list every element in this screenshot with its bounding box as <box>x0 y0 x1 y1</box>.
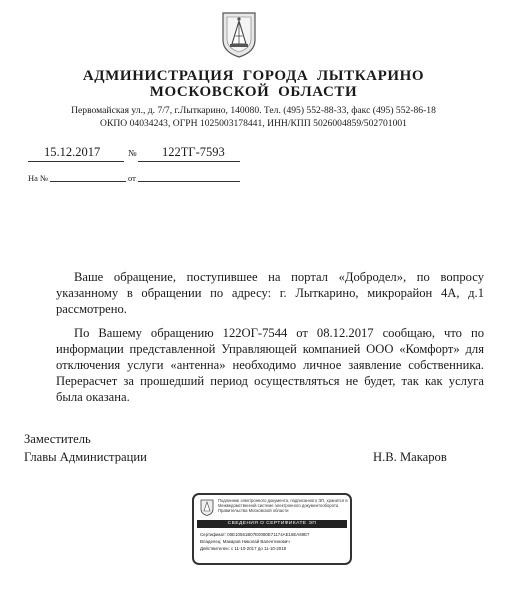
number-label: № <box>128 148 137 158</box>
date-underline <box>28 161 124 162</box>
organization-requisites: ОКПО 04034243, ОГРН 1025003178441, ИНН/КПП 5026004859/502701001 <box>100 118 407 129</box>
organization-address: Первомайская ул., д. 7/7, г.Лыткарино, 140080. Тел. (495) 552-88-33, факс (495) 552-86-18 <box>71 105 436 116</box>
e-signature-stamp <box>192 493 352 565</box>
incoming-number-label: На № <box>28 173 49 183</box>
lytkarino-coat-of-arms-icon <box>222 12 256 58</box>
signatory-position-2: Главы Администрации <box>24 450 147 464</box>
outgoing-number: 122ТГ-7593 <box>162 145 225 159</box>
incoming-date-line <box>138 181 240 182</box>
organization-title: АДМИНИСТРАЦИЯ ГОРОДА ЛЫТКАРИНО <box>82 68 425 84</box>
certificate-header: СВЕДЕНИЯ О СЕРТИФИКАТЕ ЭП <box>197 520 347 528</box>
body-paragraph-2: По Вашему обращению 122ОГ-7544 от 08.12.2017 сообщаю, что по информации представленной Управляющей компанией ООО «Комфорт» для отключения услуги «антенна» необходимо личное заявление собственника. Перерасчет за прошедший период осуществляться не будет, так как услуга была оказана. <box>56 326 484 404</box>
moscow-region-emblem-icon <box>200 499 214 516</box>
incoming-number-line <box>50 181 126 182</box>
certificate-note: Подлинник электронного документа, подписанного ЭП, хранится в Межведомственной системе электронного документооборота Правительства Московской области <box>218 498 348 513</box>
number-underline <box>138 161 240 162</box>
certificate-serial: Сертификат: 00E10561B07E0080E71174AE16EA69E7 <box>200 532 310 537</box>
incoming-date-label: от <box>128 173 136 183</box>
certificate-owner: Владелец: Макаров Николай Валентинович <box>200 539 290 544</box>
certificate-validity: Действителен: с 11-10-2017 до 11-10-2018 <box>200 546 287 551</box>
signatory-name: Н.В. Макаров <box>373 450 447 464</box>
signatory-position: Заместитель <box>24 432 91 446</box>
outgoing-date: 15.12.2017 <box>44 145 101 159</box>
organization-region: МОСКОВСКОЙ ОБЛАСТИ <box>149 84 358 100</box>
body-paragraph-1: Ваше обращение, поступившее на портал «Добродел», по вопросу указанному в обращении по адресу: г. Лыткарино, микрорайон 4А, д.1 рассмотрено. <box>56 270 484 316</box>
